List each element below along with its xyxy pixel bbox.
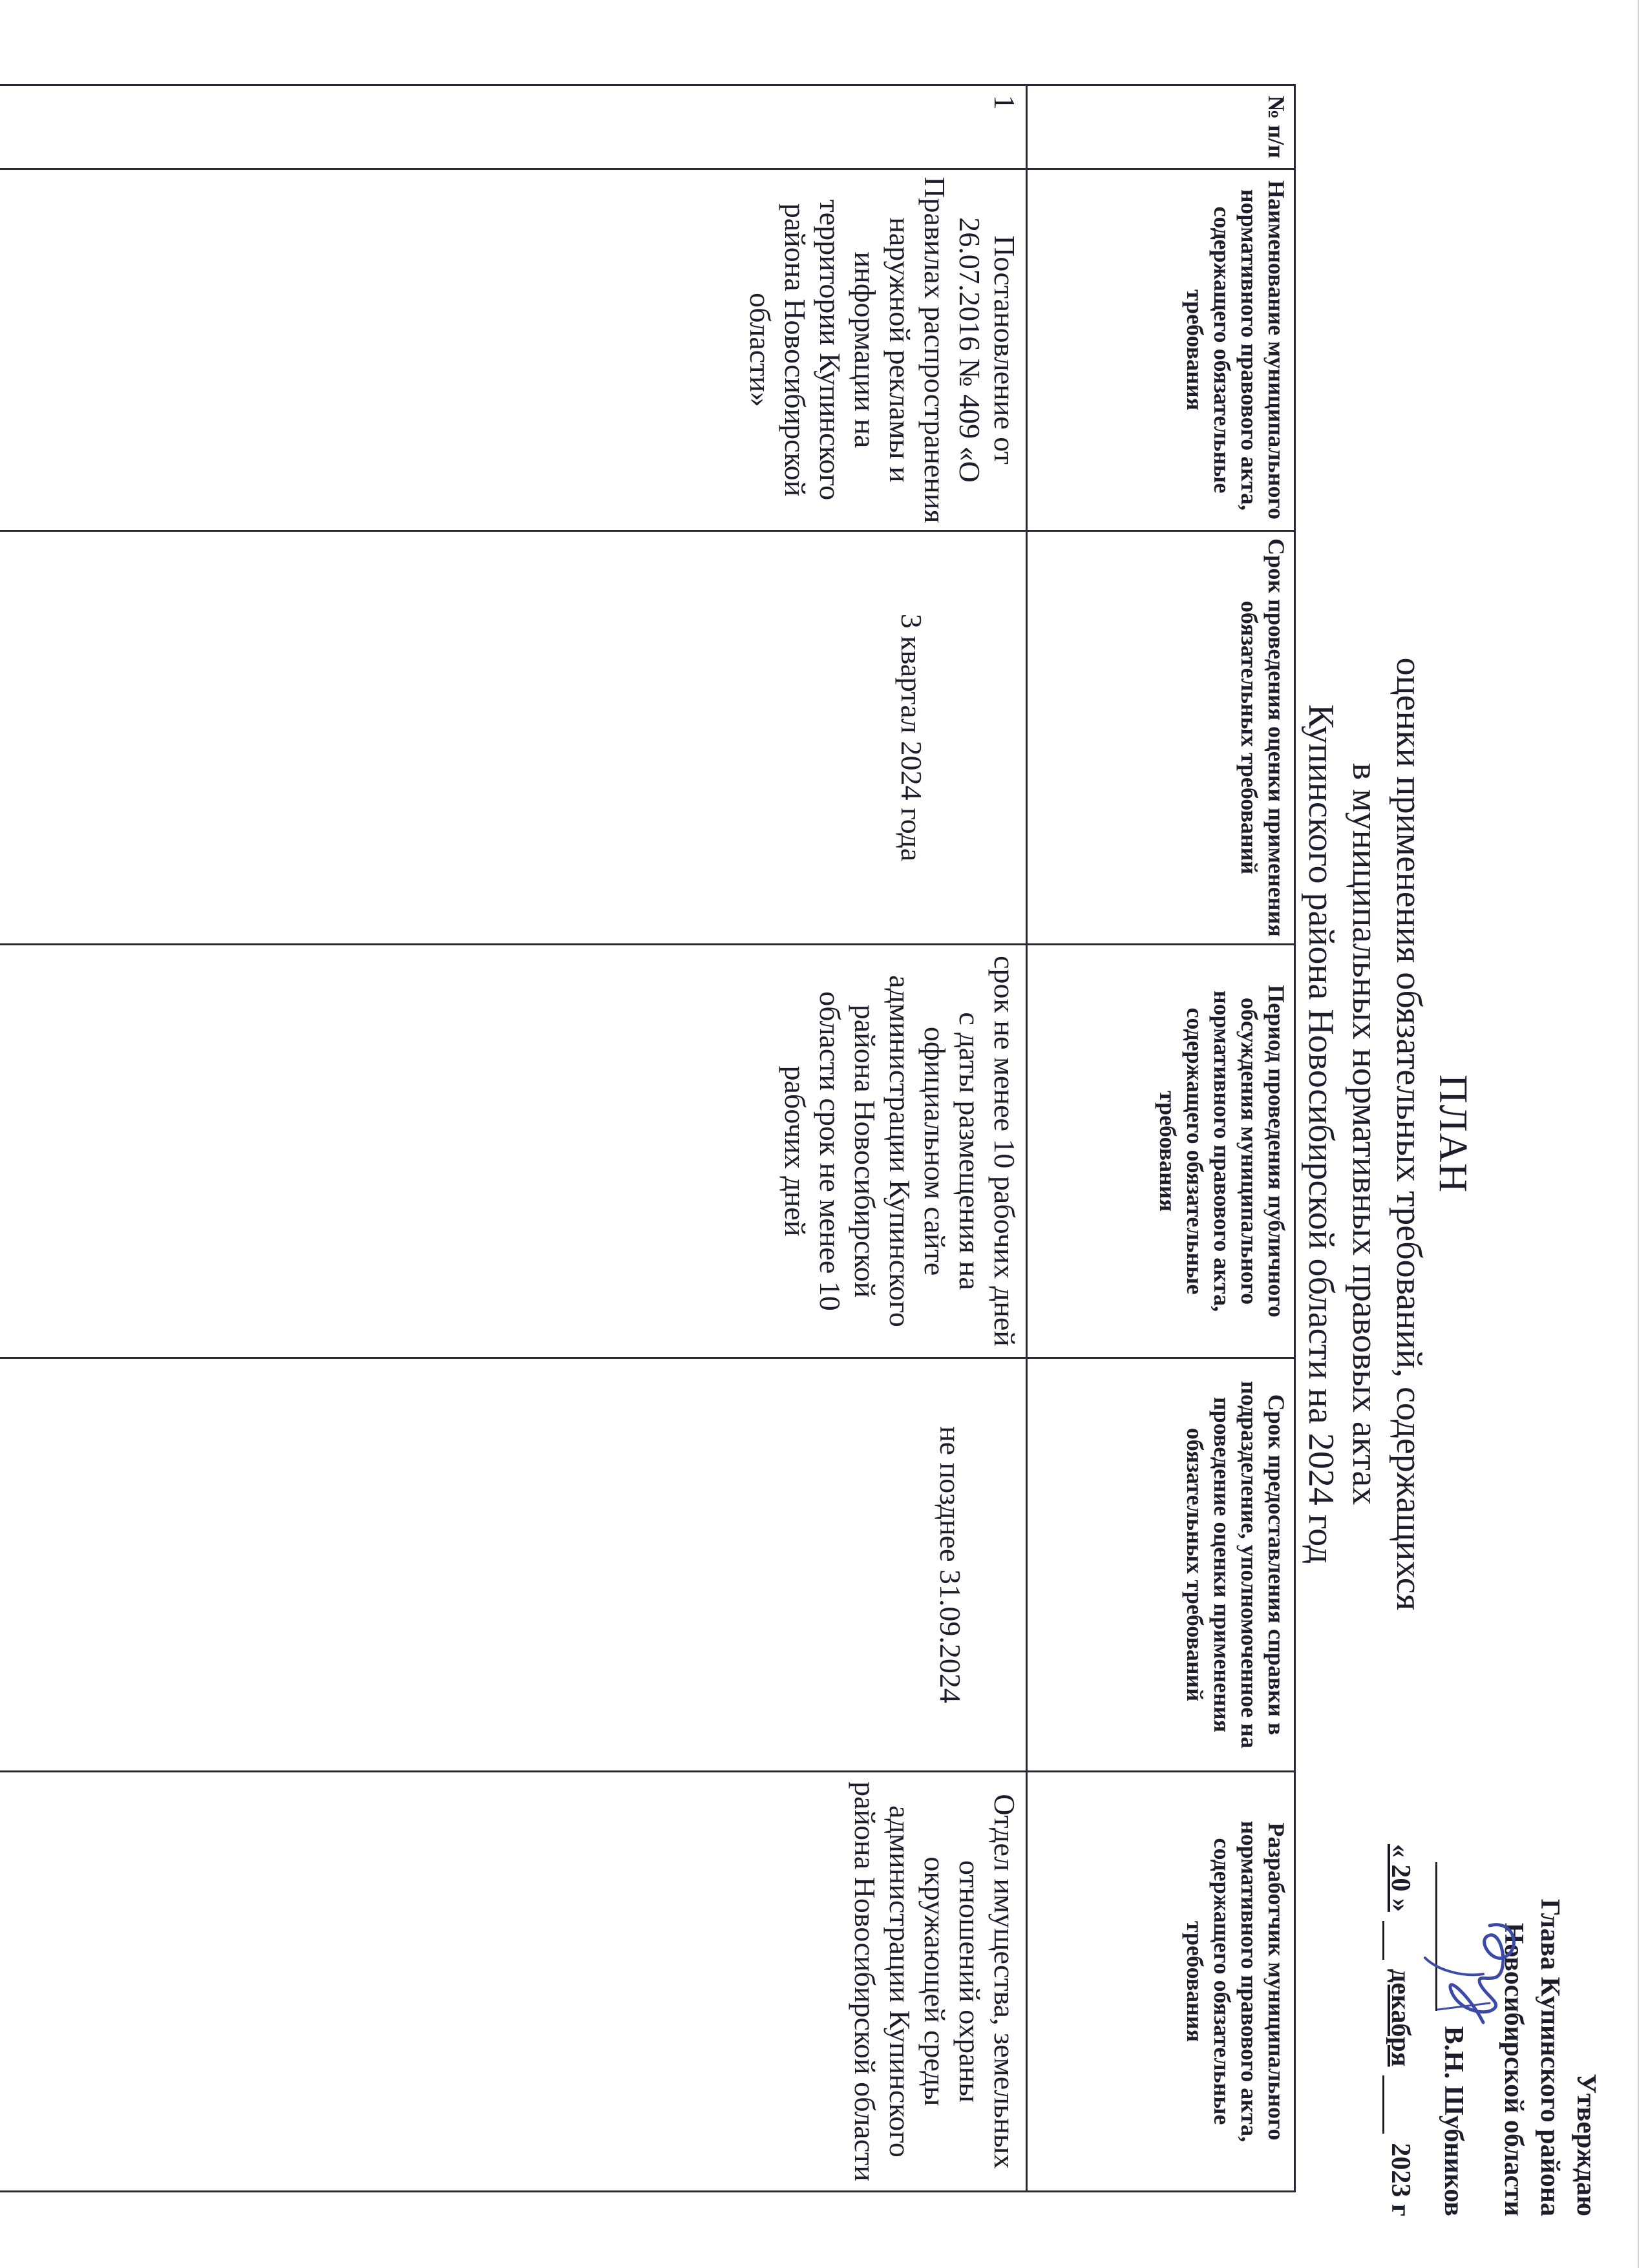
cell-number: 1 <box>0 85 1027 169</box>
header-developer: Разработчик муниципального нормативного правового акта, содержащего обязательные требования <box>1027 1772 1295 2192</box>
approval-position-line2: Новосибирской области <box>1499 1922 1528 2216</box>
plan-table <box>0 84 1296 2192</box>
cell-act-name: Постановление от 26.07.2016 № 409 «О Правилах распространения наружной рекламы и информации на территории Купинского района Новосибирской области» <box>0 169 1027 531</box>
header-report-deadline: Срок предоставления справки в подразделение, уполномоченное на проведение оценки применения обязательных требований <box>1027 1358 1295 1772</box>
header-public-discussion-period: Период проведения публичного обсуждения муниципального нормативного правового акта, содержащего обязательные требования <box>1027 945 1295 1358</box>
title-line-2: оценки применения обязательных требований, содержащихся <box>1389 657 1429 1611</box>
date-year: 2023 г <box>1386 2143 1415 2216</box>
date-month: декабря <box>1386 1968 1415 2067</box>
title-line-4: Купинского района Новосибирской области на 2024 год <box>1301 704 1341 1564</box>
header-number: № п/п <box>1027 85 1295 169</box>
cell-report-deadline: не позднее 31.09.2024 <box>0 1358 1027 1772</box>
approval-position-line1: Глава Купинского района <box>1535 1898 1565 2216</box>
document-title <box>1299 0 1475 2268</box>
table-row <box>0 85 1027 2192</box>
cell-developer: Отдел имущества, земельных отношений охраны окружающей среды администрации Купинского района Новосибирской области <box>0 1772 1027 2192</box>
cell-public-discussion-period: срок не менее 10 рабочих дней с даты размещения на официальном сайте администрации Купинского района Новосибирской области срок не менее 10 рабочих дней <box>0 945 1027 1358</box>
approval-heading: Утверждаю <box>1571 2074 1601 2216</box>
table-header-row <box>1027 85 1295 2192</box>
page-edge-line <box>1638 0 1639 2268</box>
header-act-name: Наименование муниципального нормативного правового акта, содержащего обязательные требования <box>1027 169 1295 531</box>
signer-name: В.Н. Шубников <box>1439 2026 1468 2216</box>
date-day: « 20 » <box>1386 1843 1415 1912</box>
title-plan: ПЛАН <box>1431 1074 1475 1194</box>
cell-assessment-period: 3 квартал 2024 года <box>0 531 1027 945</box>
header-assessment-period: Срок проведения оценки применения обязательных требований <box>1027 531 1295 945</box>
title-line-3: в муниципальных нормативных правовых актах <box>1345 762 1385 1506</box>
